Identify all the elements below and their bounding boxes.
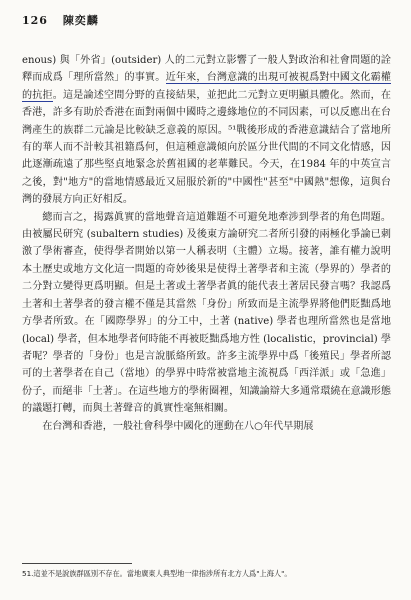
paragraph-3: 在台灣和香港，一般社會科學中國化的運動在八○年代早期展 xyxy=(42,420,314,432)
paragraph-1-pre: enous) 與「外省」(outsider) 人的二元對立影響了一般人對政治和社會問題的詮釋而成爲「理所當然」的事實。 xyxy=(22,55,391,84)
running-head-author: 陳奕麟 xyxy=(62,14,99,27)
footnote-51: 51.這並不是說族群區別不存在。當地廣東人典型地一律指涉所有北方人爲"上海人"。 xyxy=(22,569,292,578)
paragraph-1 xyxy=(22,52,391,209)
paragraph-1-post: 。這是論述空間分野的直接結果，並把此二元對立更明顯具體化。然而，在香港，許多有助於香港在面對兩個中國時之邊緣地位的不同因素，可以反應出在台灣產生的族群二元論是比較缺乏意義的原因。⁵¹戰後形成的香港意識結合了當地所有的華人而不計較其祖籍爲何，但這種意識傾向於區分世代間的不同文化情感，因此逐漸疏遠了那些堅貞地緊念於舊祖國的老華難民。今天，在1984 年的中英宣言之後，對"地方"的當地情感最近又屈服於新的"中國性"甚至"中國熱"想像，這與台灣的發展方向正好相反。 xyxy=(22,89,392,206)
underlined-passage: 近年來，台灣意識的出現可被視爲對中國文化霸權的抗拒 xyxy=(22,72,391,101)
page-header xyxy=(22,12,389,30)
paragraph-2: 總而言之，揭露眞實的當地聲音這道難題不可避免地牽涉到學者的角色問題。由被屬民研究 (subaltern studies) 及後東方論研究二者所引發的兩極化爭論已刺激了學術審查，使得學者開始以第一人稱表明（主體）立場。接著，誰有權力說明本土歷史或地方文化這一問題的奇妙後果是使得土著學者和主流（學界的）學者的二分對立變得更爲明顯。但是土著或土著學者眞的能代表土著居民發言嗎？我認爲土著和土著學者的發言權不僅是其當然「身份」所致而是主流學界將他們貶黜爲地方學者所致。在「國際學界」的分工中，土著 (native) 學者也理所當然也是當地 (local) 學者，但本地學者何時能不再被貶黜爲地方性 (localistic，provincial) 學者呢？學者的「身份」也是言說脈絡所致。許多主流學界中爲「後殖民」學者所認可的土著學者在自己（當地）的學界中時常被當地主流視爲「西洋派」或「急進」份子，而絕非「土著」。在這些地方的學術圈裡，知識論辯大多通常環繞在意識形態的議題打轉，而與土著聲音的眞實性毫無相關。 xyxy=(22,211,391,415)
footnote-divider xyxy=(22,563,132,564)
body-text xyxy=(22,52,391,435)
page-number: 126 xyxy=(22,14,48,27)
